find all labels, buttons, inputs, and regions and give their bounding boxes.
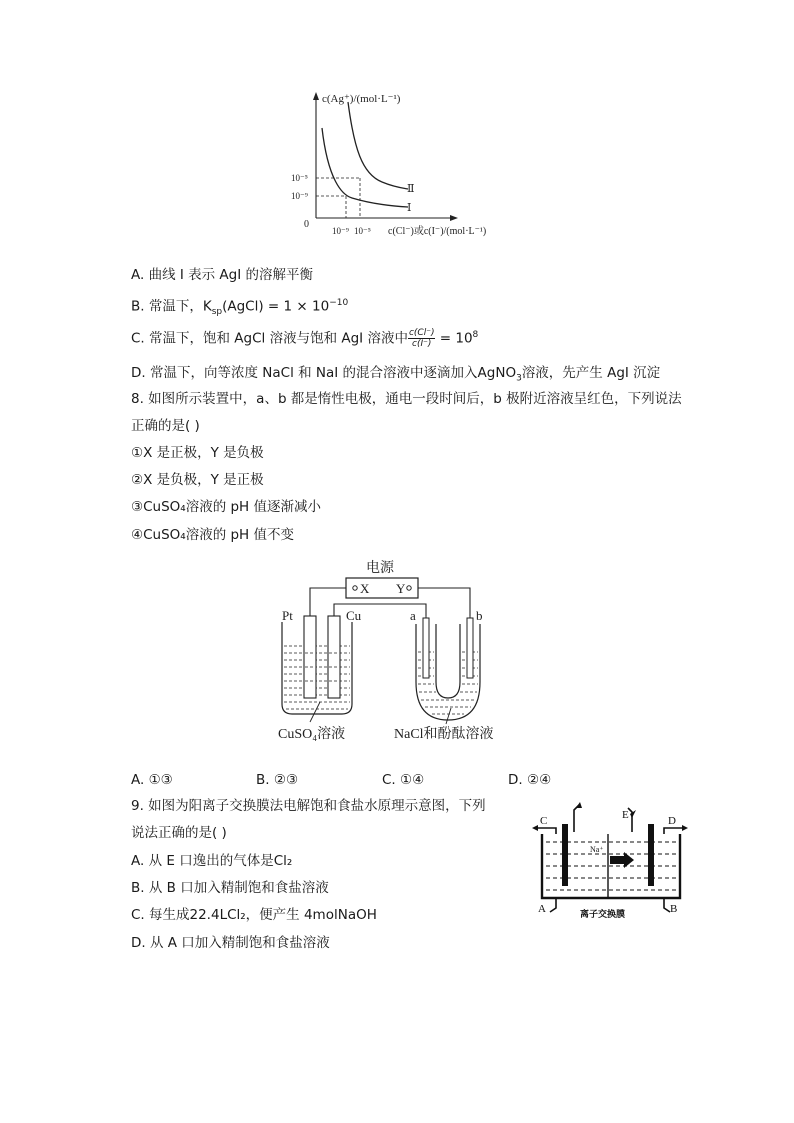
q9-stem-line2: 说法正确的是( ) (131, 825, 227, 841)
q9-option-c: C. 每生成22.4LCl₂，便产生 4molNaOH (131, 907, 377, 923)
x-tick-high: 10⁻⁵ (354, 226, 371, 236)
q7-option-d (131, 364, 660, 388)
q9-option-d: D. 从 A 口加入精制饱和食盐溶液 (131, 935, 330, 951)
electrode-a (423, 618, 429, 678)
q7-option-c-post: = 10 (435, 330, 473, 347)
q9-option-b: B. 从 B 口加入精制饱和食盐溶液 (131, 880, 329, 896)
q7-option-c-sup: 8 (472, 330, 479, 340)
y-tick-low: 10⁻⁹ (291, 191, 308, 201)
ion-exchange-membrane-diagram (530, 800, 690, 928)
pt-electrode-label: Pt (282, 608, 293, 623)
inlet-b-label: B (670, 903, 678, 915)
q7-option-d-sub: 3 (516, 373, 522, 384)
electrode-a-label: a (410, 608, 416, 623)
q7-option-d-post: 溶液，先产生 AgI 沉淀 (521, 365, 661, 381)
q7-option-c-fraction (408, 328, 436, 349)
q7-option-b (131, 294, 348, 321)
q8-choice-d: D. ②④ (508, 772, 552, 788)
curve-II (348, 102, 408, 189)
outlet-d-label: D (668, 815, 676, 827)
terminal-y-label: Y (396, 581, 406, 596)
cu-electrode-label: Cu (346, 608, 362, 623)
q7-option-b-sup: −10 (329, 298, 349, 308)
curve1-label: Ⅰ (407, 202, 412, 214)
q8-choice-c: C. ①④ (382, 772, 425, 788)
q7-option-c (131, 322, 478, 352)
inlet-a-label: A (538, 903, 546, 915)
q9-stem-line1: 9. 如图为阳离子交换膜法电解饱和食盐水原理示意图，下列 (131, 798, 486, 814)
beaker (282, 622, 352, 714)
origin-label: 0 (304, 219, 309, 230)
curve2-label: Ⅱ (407, 183, 415, 195)
q7-option-b-sub: sp (211, 307, 223, 318)
outlet-c-label: C (540, 815, 548, 827)
q7-option-c-numerator: c(Cl⁻) (408, 328, 435, 338)
y-axis-label: c(Ag⁺)/(mol·L⁻¹) (322, 93, 401, 105)
cuso4-solution-label: CuSO₄溶液 (278, 727, 346, 742)
q7-option-a: A. 曲线 I 表示 AgI 的溶解平衡 (131, 267, 314, 283)
cu-electrode (328, 616, 340, 698)
nacl-solution-label: NaCl和酚酞溶液 (394, 727, 494, 742)
left-electrode (562, 824, 568, 886)
q8-statement-1: ①X 是正极，Y 是负极 (131, 445, 264, 461)
q8-statement-2: ②X 是负极，Y 是正极 (131, 472, 264, 488)
q8-stem-line1: 8. 如图所示装置中，a、b 都是惰性电极，通电一段时间后，b 极附近溶液呈红色，下列说法 (131, 391, 682, 407)
sodium-ion-label: Na⁺ (590, 845, 604, 854)
electrolysis-apparatus-diagram (270, 552, 530, 744)
right-electrode (648, 824, 654, 886)
terminal-x-label: X (360, 581, 370, 596)
electrode-b (467, 618, 473, 678)
membrane-label: 离子交换膜 (580, 909, 626, 919)
q8-choice-a: A. ①③ (131, 772, 173, 788)
q7-option-c-denominator: c(I⁻) (412, 339, 432, 349)
x-axis-label: c(Cl⁻)或c(I⁻)/(mol·L⁻¹) (388, 226, 487, 237)
q7-option-d-pre: D. 常温下，向等浓度 NaCl 和 NaI 的混合溶液中逐滴加入AgNO (131, 365, 517, 381)
q8-choice-b: B. ②③ (256, 772, 299, 788)
q8-statement-4: ④CuSO₄溶液的 pH 值不变 (131, 527, 294, 543)
x-tick-low: 10⁻⁹ (332, 226, 349, 236)
electrode-b-label: b (476, 608, 483, 623)
solubility-chart (290, 88, 520, 240)
q8-stem-line2: 正确的是( ) (131, 418, 200, 434)
q7-option-b-pre: B. 常温下，K (131, 298, 212, 315)
power-supply-label: 电源 (366, 561, 394, 576)
pt-electrode (304, 616, 316, 698)
q7-option-b-mid: (AgCl) = 1 × 10 (222, 298, 330, 315)
q8-statement-3: ③CuSO₄溶液的 pH 值逐渐减小 (131, 499, 321, 515)
q7-option-c-pre: C. 常温下，饱和 AgCl 溶液与饱和 AgI 溶液中 (131, 330, 408, 347)
y-tick-high: 10⁻⁵ (291, 173, 308, 183)
outlet-e-label: E (622, 809, 629, 821)
q9-option-a: A. 从 E 口逸出的气体是Cl₂ (131, 853, 293, 869)
